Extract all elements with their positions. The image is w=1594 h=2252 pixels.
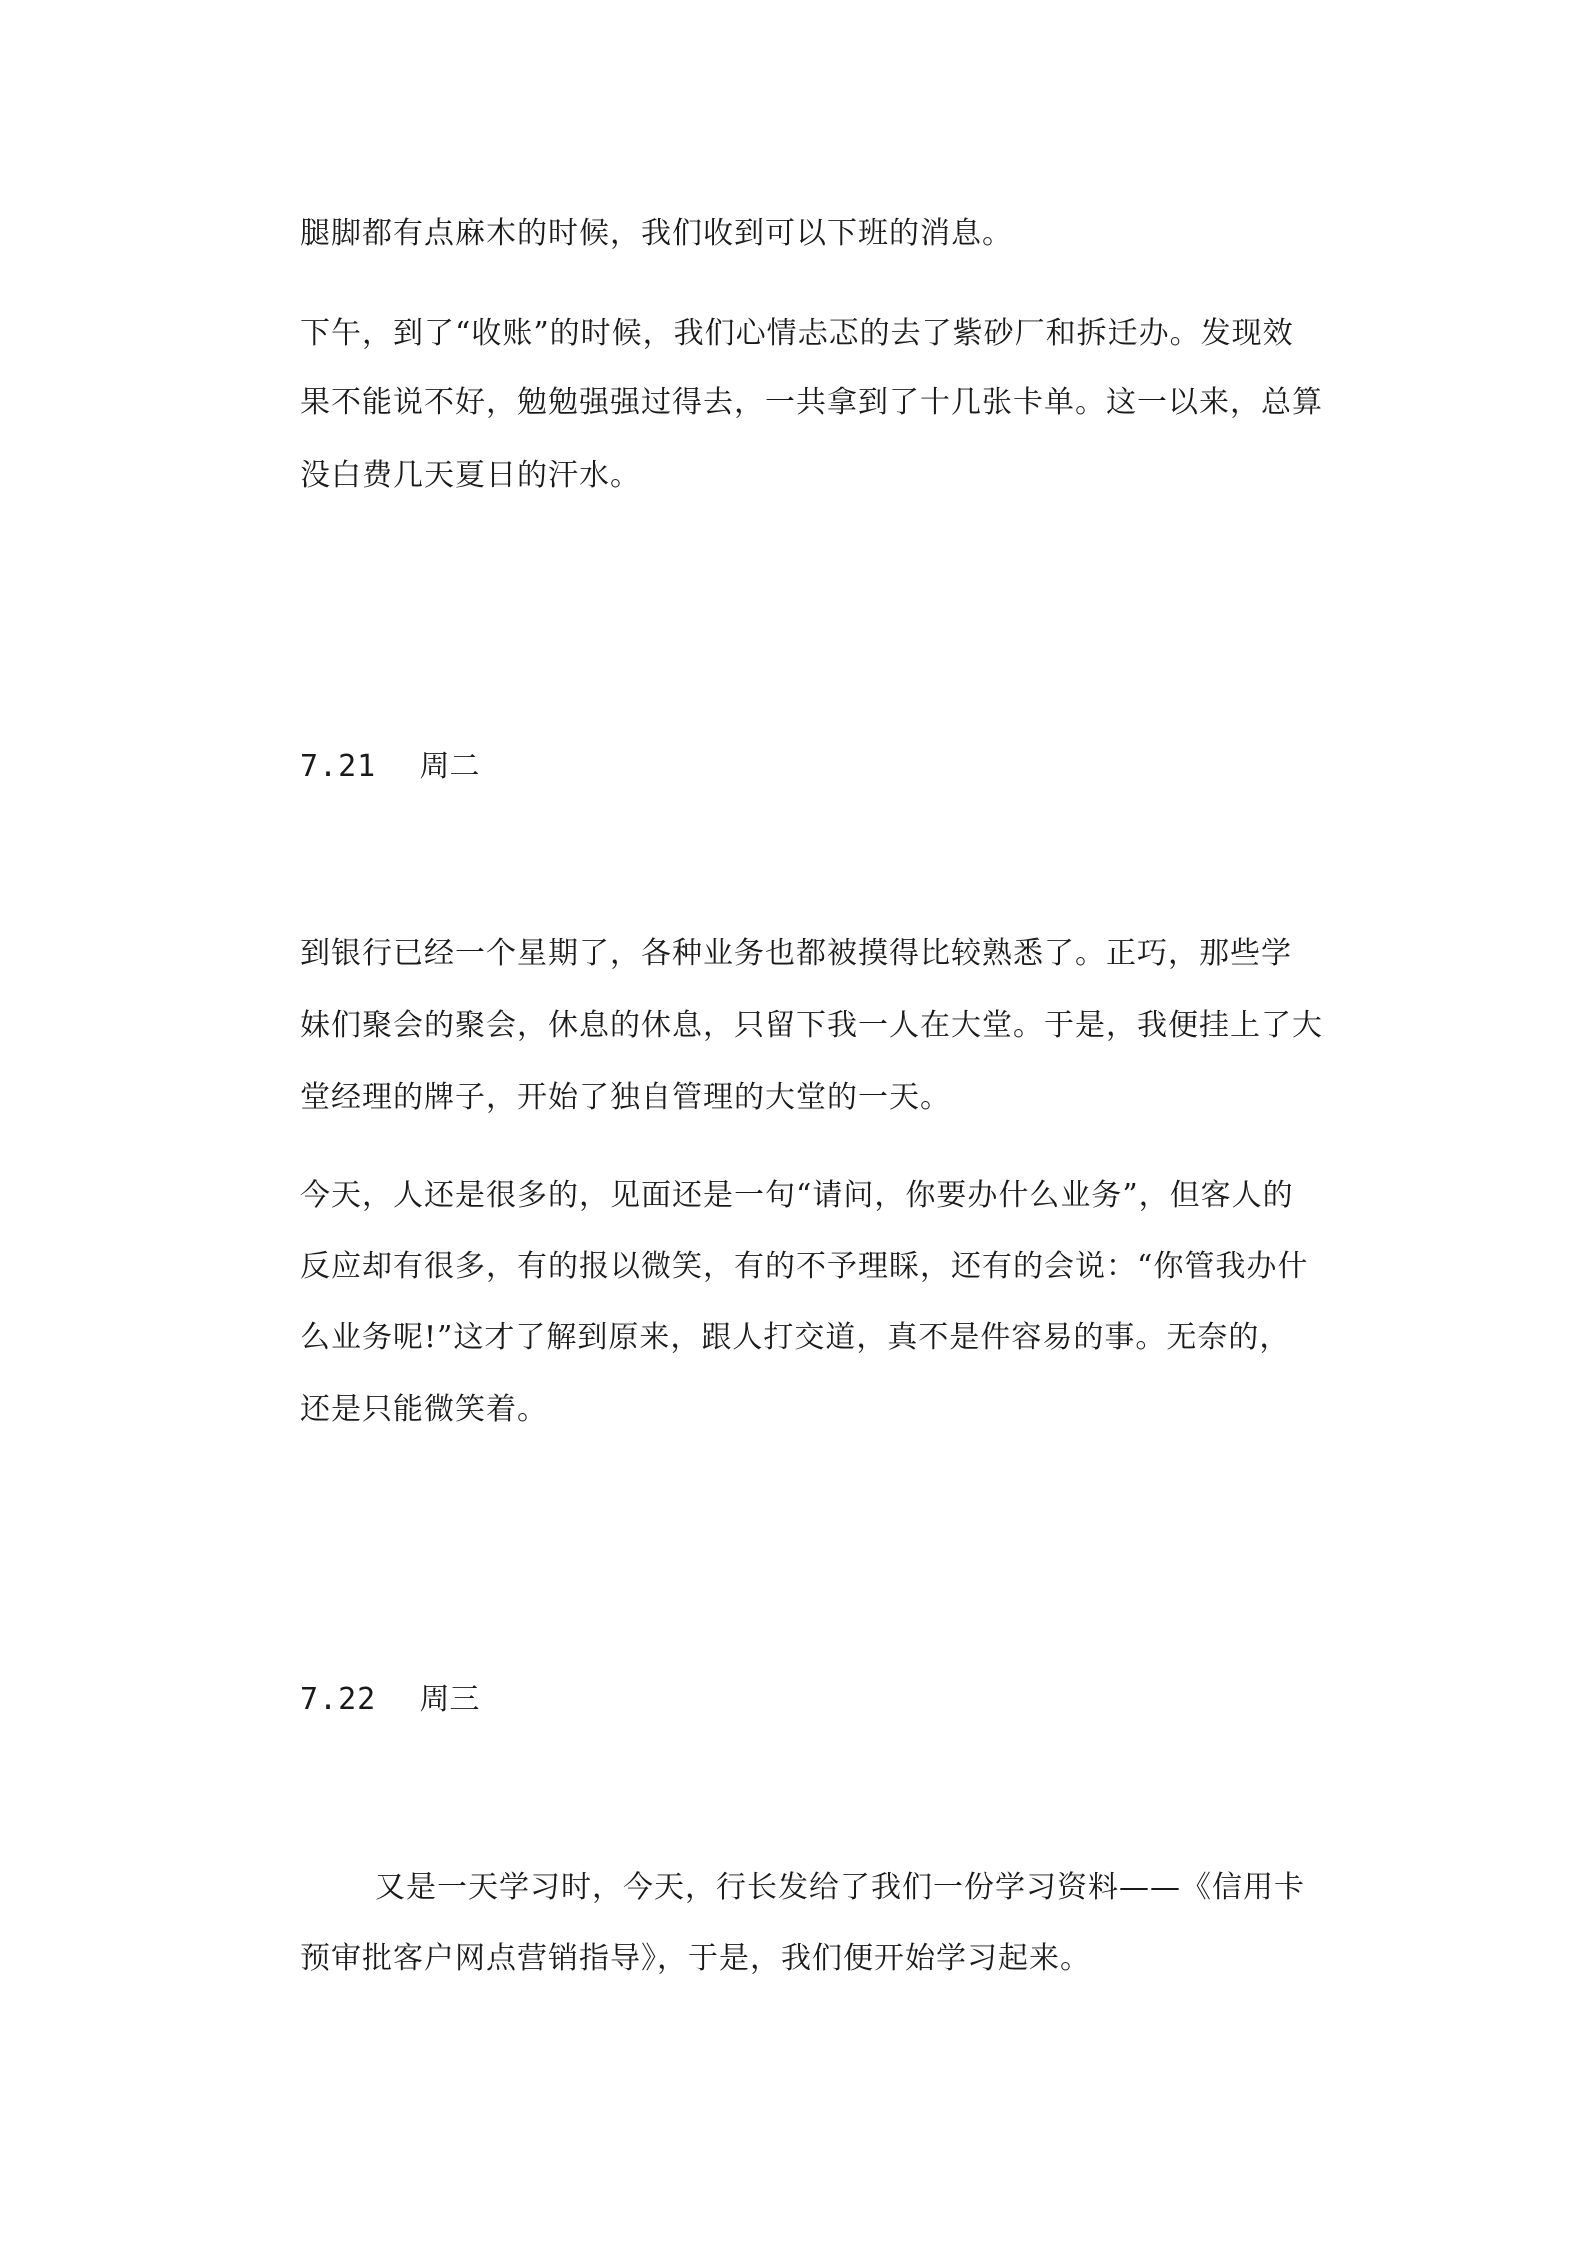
paragraph-line: 反应却有很多，有的报以微笑，有的不予理睬，还有的会说：“你管我办什 (300, 1249, 1309, 1284)
heading-date: 7.21 (300, 749, 377, 784)
heading-date: 7.22 (300, 1682, 377, 1717)
paragraph-line: 没白费几天夏日的汗水。 (300, 458, 641, 493)
paragraph-line: 妹们聚会的聚会，休息的休息，只留下我一人在大堂。于是，我便挂上了大 (300, 1008, 1323, 1043)
heading-weekday: 周二 (419, 749, 480, 784)
date-heading (300, 747, 480, 787)
paragraph-line: 堂经理的牌子，开始了独自管理的大堂的一天。 (300, 1080, 951, 1115)
paragraph-line: 到银行已经一个星期了，各种业务也都被摸得比较熟悉了。正巧，那些学 (300, 936, 1292, 971)
paragraph-line: 腿脚都有点麻木的时候，我们收到可以下班的消息。 (300, 216, 1013, 251)
paragraph-line: 还是只能微笑着。 (300, 1392, 548, 1427)
paragraph-line: 下午，到了“收账”的时候，我们心情忐忑的去了紫砂厂和拆迁办。发现效 (300, 316, 1294, 351)
paragraph-line: 预审批客户网点营销指导》，于是，我们便开始学习起来。 (300, 1941, 1091, 1976)
paragraph-line: 果不能说不好，勉勉强强过得去，一共拿到了十几张卡单。这一以来，总算 (300, 385, 1323, 420)
paragraph-line: 又是一天学习时，今天，行长发给了我们一份学习资料——《信用卡 (375, 1870, 1305, 1905)
heading-weekday: 周三 (419, 1682, 480, 1717)
paragraph-line: 今天，人还是很多的，见面还是一句“请问，你要办什么业务”，但客人的 (300, 1178, 1294, 1213)
paragraph-line: 么业务呢!”这才了解到原来，跟人打交道，真不是件容易的事。无奈的， (300, 1320, 1291, 1355)
date-heading (300, 1680, 480, 1720)
